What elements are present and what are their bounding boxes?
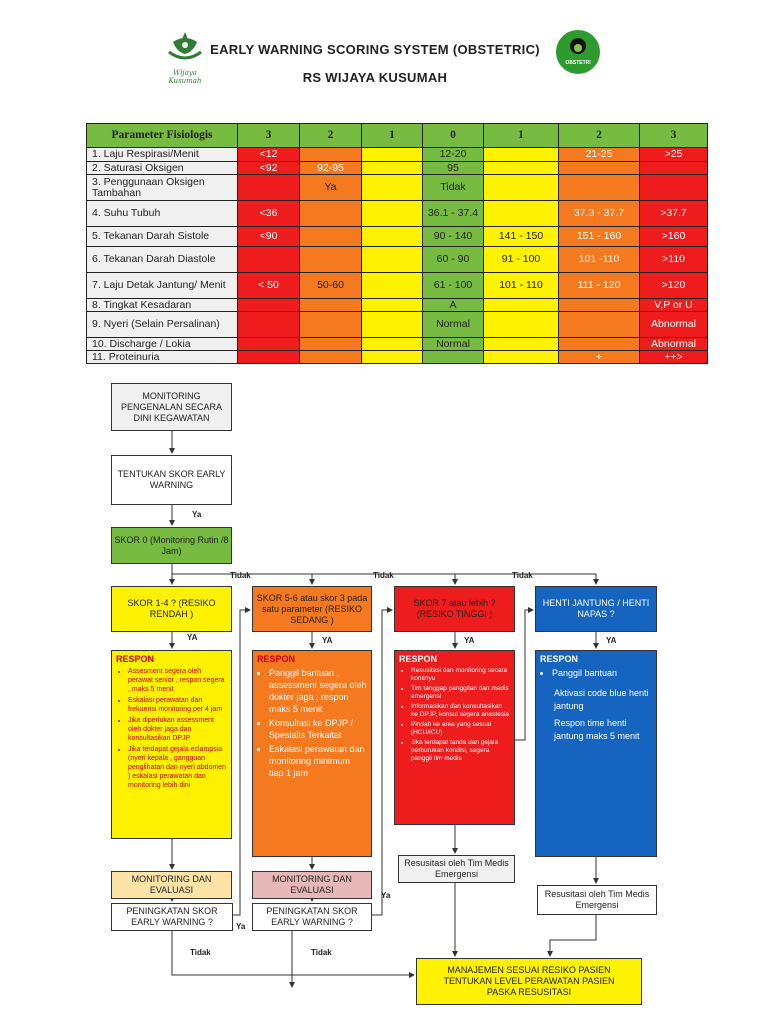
manajemen-box: MANAJEMEN SESUAI RESIKO PASIEN TENTUKAN LEVEL PERAWATAN PASIEN PASKA RESUSITASI xyxy=(416,958,642,1005)
ya-label: YA xyxy=(322,636,333,645)
score-cell: A xyxy=(423,299,484,312)
score-cell: >120 xyxy=(640,273,708,299)
score-cell: <36 xyxy=(238,201,300,227)
respon-item: • Informasikan dan konsultasikan ke DPJP, konsul segera anestesia xyxy=(411,703,510,719)
score-cell: Normal xyxy=(423,338,484,351)
henti-box: HENTI JANTUNG / HENTI NAPAS ? xyxy=(535,586,657,632)
respon-item: • Resusitasi dan monitoring secara kontinyu xyxy=(411,667,510,683)
score-cell: Normal xyxy=(423,312,484,338)
header-cell: 2 xyxy=(559,124,640,148)
score-cell: + xyxy=(559,351,640,364)
skor-7-box: SKOR 7 atau lebih ? (RESIKO TINGGI ) xyxy=(394,586,515,632)
score-cell: Ya xyxy=(300,175,362,201)
resusitasi-box-1: Resusitasi oleh Tim Medis Emergensi xyxy=(398,855,515,883)
hospital-logo-text: Wijaya Kusumah xyxy=(168,69,202,85)
respon-item: • Assesment segera oleh perawat senior , respon segera , maks 5 menit xyxy=(128,667,227,694)
skor-5-6-box: SKOR 5-6 atau skor 3 pada satu parameter (RESIKO SEDANG ) xyxy=(252,586,372,632)
respon-title: RESPON xyxy=(116,654,155,664)
score-cell: V,P or U xyxy=(640,299,708,312)
skor-1-4-box: SKOR 1-4 ? (RESIKO RENDAH ) xyxy=(111,586,232,632)
peningkatan-box-2: PENINGKATAN SKOR EARLY WARNING ? xyxy=(252,903,372,931)
score-cell: Abnormal xyxy=(640,312,708,338)
score-cell: 12-20 xyxy=(423,148,484,162)
respon-item: • Jika terdapat gejala eclampsia (nyeri kepala , gangguan penglihatan dan nyeri abdomen ) eskalasi perawatan dan monitoring lebih dini xyxy=(128,745,227,790)
score-cell: >110 xyxy=(640,247,708,273)
ya-label: Ya xyxy=(192,510,202,519)
respon-rendah-panel xyxy=(111,650,232,839)
score-cell: 91 - 100 xyxy=(484,247,559,273)
param-cell: 10. Discharge / Lokia xyxy=(87,338,238,351)
score-cell: 60 - 90 xyxy=(423,247,484,273)
respon-item: • Tim tanggap panggilan dan medis emergensi xyxy=(411,685,510,701)
respon-item: • Konsultasi ke DPJP / Spesialis Terkaitat xyxy=(269,717,367,741)
tidak-label: Tidak xyxy=(190,948,211,957)
score-cell: 111 - 120 xyxy=(559,273,640,299)
score-cell: >37.7 xyxy=(640,201,708,227)
respon-item: • Eskalasi perawatan dan monitoring minimum tiap 1 jam xyxy=(269,743,367,779)
score-cell: 101 - 110 xyxy=(484,273,559,299)
score-cell: 151 - 160 xyxy=(559,227,640,247)
tidak-label: Tidak xyxy=(311,948,332,957)
param-cell: 9. Nyeri (Selain Persalinan) xyxy=(87,312,238,338)
score-cell: Tidak xyxy=(423,175,484,201)
score-cell: 37.3 - 37.7 xyxy=(559,201,640,227)
respon-henti-panel xyxy=(535,650,657,857)
param-cell: 2. Saturasi Oksigen xyxy=(87,162,238,175)
header-cell: 3 xyxy=(640,124,708,148)
score-cell: 21-25 xyxy=(559,148,640,162)
score-cell: <12 xyxy=(238,148,300,162)
monev-box-1: MONITORING DAN EVALUASI xyxy=(111,871,232,899)
obstetri-logo-text: OBSTETRI xyxy=(565,60,591,66)
header-cell: 0 xyxy=(423,124,484,148)
page-title: EARLY WARNING SCORING SYSTEM (OBSTETRIC) xyxy=(210,42,540,57)
ya-label: Ya xyxy=(381,891,391,900)
score-cell: <92 xyxy=(238,162,300,175)
respon-tinggi-panel xyxy=(394,650,515,825)
param-cell: 7. Laju Detak Jantung/ Menit xyxy=(87,273,238,299)
score-cell: 141 - 150 xyxy=(484,227,559,247)
ya-label: YA xyxy=(187,633,198,642)
ya-label: Ya xyxy=(236,922,246,931)
header-cell: Parameter Fisiologis xyxy=(87,124,238,148)
score-cell: < 50 xyxy=(238,273,300,299)
score-cell: Abnormal xyxy=(640,338,708,351)
monitoring-box: MONITORING PENGENALAN SECARA DINI KEGAWATAN xyxy=(111,383,232,431)
peningkatan-box-1: PENINGKATAN SKOR EARLY WARNING ? xyxy=(111,903,233,931)
score-cell: >160 xyxy=(640,227,708,247)
respon-item: • Jika diperlukan assessment oleh dokter jaga dan konsultasikan DPJP xyxy=(128,716,227,743)
respon-item: • Eskalasi perawatan dan frekuensi monitoring per 4 jam xyxy=(128,696,227,714)
param-cell: 1. Laju Respirasi/Menit xyxy=(87,148,238,162)
tidak-label: Tidak xyxy=(230,571,251,580)
header-cell: 1 xyxy=(362,124,423,148)
param-cell: 3. Penggunaan Oksigen Tambahan xyxy=(87,175,238,201)
score-cell: 61 - 100 xyxy=(423,273,484,299)
respon-sedang-panel xyxy=(252,650,372,857)
param-cell: 5. Tekanan Darah Sistole xyxy=(87,227,238,247)
header-cell: 3 xyxy=(238,124,300,148)
ya-label: YA xyxy=(606,636,617,645)
score-cell: 92-95 xyxy=(300,162,362,175)
score-cell: ++> xyxy=(640,351,708,364)
header-cell: 1 xyxy=(484,124,559,148)
param-cell: 8. Tingkat Kesadaran xyxy=(87,299,238,312)
score-cell: 36.1 - 37.4 xyxy=(423,201,484,227)
tidak-label: Tidak xyxy=(373,571,394,580)
skor-0-box: SKOR 0 (Monitoring Rutin /8 Jam) xyxy=(111,527,232,564)
hospital-name: RS WIJAYA KUSUMAH xyxy=(302,70,448,85)
score-cell: <90 xyxy=(238,227,300,247)
respon-item: • Panggil bantuan , assessment segera oleh dokter jaga , respon maks 5 menit xyxy=(269,667,367,715)
param-cell: 4. Suhu Tubuh xyxy=(87,201,238,227)
tentukan-skor-box: TENTUKAN SKOR EARLY WARNING xyxy=(111,455,232,505)
ya-label: YA xyxy=(464,636,475,645)
respon-item: Respon time henti jantung maks 5 menit xyxy=(554,718,640,741)
respon-item: Aktivasi code blue henti jantung xyxy=(554,688,649,711)
respon-title: RESPON xyxy=(399,654,438,664)
respon-title: RESPON xyxy=(540,654,579,664)
param-cell: 11. Proteinuria xyxy=(87,351,238,364)
header-cell: 2 xyxy=(300,124,362,148)
score-cell: 95 xyxy=(423,162,484,175)
score-cell: 50-60 xyxy=(300,273,362,299)
score-cell: 90 - 140 xyxy=(423,227,484,247)
respon-item: • Pindah ke area yang sesuai (HCU/ICU) xyxy=(411,721,510,737)
param-cell: 6. Tekanan Darah Diastole xyxy=(87,247,238,273)
score-cell: >25 xyxy=(640,148,708,162)
score-cell: 101 -110 xyxy=(559,247,640,273)
respon-title: RESPON xyxy=(257,654,296,664)
respon-item: • Jika terdapat tanda dan gejala perburukan kondisi, segera panggil tim medis xyxy=(411,739,510,763)
monev-box-2: MONITORING DAN EVALUASI xyxy=(252,871,372,899)
resusitasi-box-2: Resusitasi oleh Tim Medis Emergensi xyxy=(537,885,657,915)
tidak-label: Tidak xyxy=(512,571,533,580)
respon-item: • Panggil bantuan xyxy=(552,667,652,679)
